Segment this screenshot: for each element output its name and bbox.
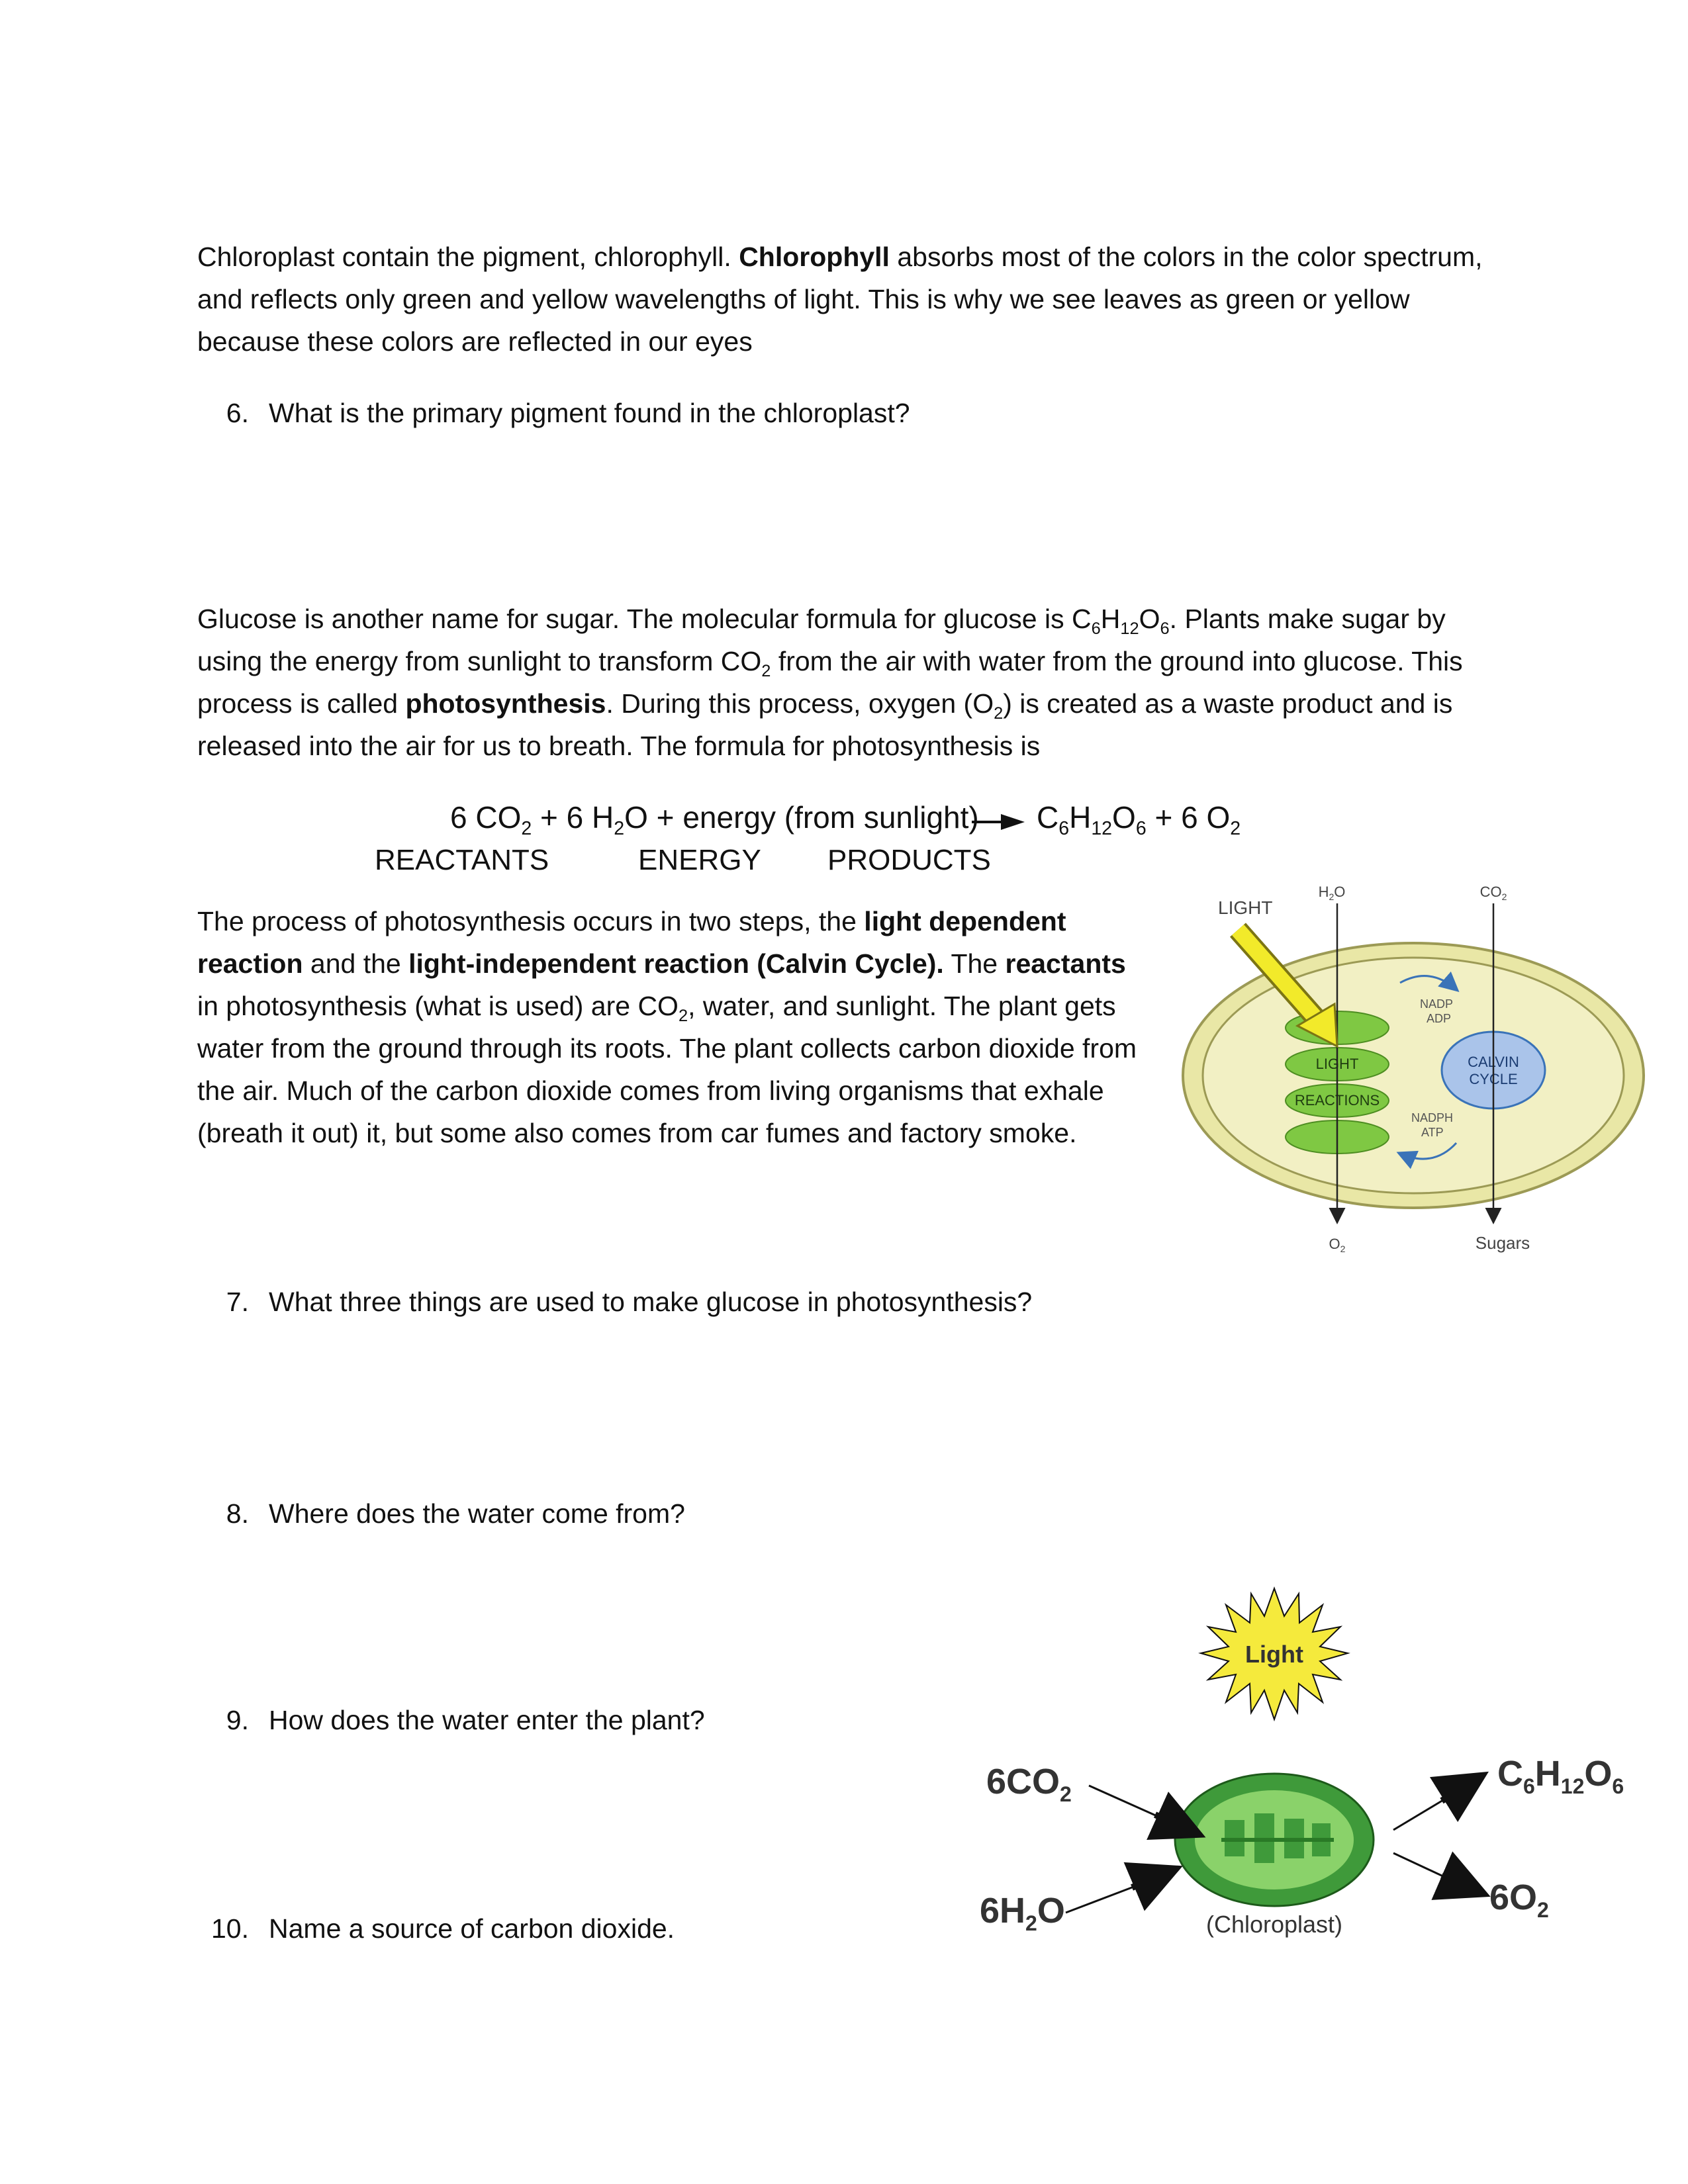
light-label: Light bbox=[1245, 1641, 1303, 1668]
question-7: 7. What three things are used to make glucose in photosynthesis? bbox=[226, 1287, 1033, 1317]
adp-label: ADP bbox=[1427, 1012, 1452, 1025]
photosynthesis-term: photosynthesis bbox=[405, 688, 606, 719]
co2-label: $CO_2$ bbox=[1479, 884, 1507, 902]
photosynthesis-diagram bbox=[1172, 877, 1648, 1274]
o2-output-label: $6O_2$ bbox=[1489, 1878, 1549, 1922]
nadph-label: NADPH bbox=[1411, 1111, 1454, 1124]
glucose-paragraph: Glucose is another name for sugar. The molecular formula for glucose is $C_6H_{12}O_6$. Plants make sugar by using the energy from sunlight to transform $CO_2$ from the air with water from the ground into glucose. This process is called photosynthesis. During this process, oxygen $(O_2)$ is created as a waste product and is released into the air for us to breath. The formula for photosynthesis is bbox=[197, 604, 1463, 761]
label-reactants: REACTANTS bbox=[375, 844, 549, 876]
o2-label: $O_2$ bbox=[1329, 1236, 1346, 1254]
chloroplast-io-diagram bbox=[960, 1575, 1655, 1946]
chloroplast-label: (Chloroplast) bbox=[1205, 1911, 1343, 1938]
glucose-output-label: $C_6H_{12}O_6$ bbox=[1497, 1754, 1624, 1798]
h2o-input-label: $6H_2O$ bbox=[980, 1891, 1065, 1935]
light-label: LIGHT bbox=[1218, 897, 1273, 918]
nadp-label: NADP bbox=[1420, 997, 1454, 1011]
light-reactions-label: LIGHT bbox=[1315, 1056, 1359, 1072]
sugars-label: Sugars bbox=[1475, 1233, 1530, 1253]
intro-paragraph: Chloroplast contain the pigment, chlorophyll. Chlorophyll absorbs most of the colors in the color spectrum, and reflects only green and yellow wavelengths of light. This is why we see leaves as green or yellow because these colors are reflected in our eyes bbox=[197, 242, 1483, 357]
label-products: PRODUCTS bbox=[827, 844, 991, 876]
light-reactions-label: REACTIONS bbox=[1294, 1092, 1380, 1109]
co2-input-label: $6CO_2$ bbox=[986, 1762, 1072, 1806]
photosynthesis-equation-left: 6 $CO_2 + 6$ $H_2O$ + energy (from sunlight) bbox=[450, 800, 979, 839]
question-6: 6. What is the primary pigment found in the chloroplast? bbox=[226, 398, 910, 428]
question-9: 9. How does the water enter the plant? bbox=[226, 1705, 705, 1735]
atp-label: ATP bbox=[1421, 1126, 1444, 1139]
chlorophyll-term: Chlorophyll bbox=[739, 242, 890, 272]
calvin-cycle-label: CALVIN bbox=[1468, 1054, 1519, 1070]
label-energy: ENERGY bbox=[638, 844, 761, 876]
question-10: 10. Name a source of carbon dioxide. bbox=[211, 1913, 675, 1944]
calvin-cycle-label: CYCLE bbox=[1469, 1071, 1518, 1087]
h2o-label: $H_2O$ bbox=[1318, 884, 1346, 902]
photosynthesis-equation-right: $C_6H_{12}O_6 + 6$ $O_2$ bbox=[1037, 800, 1241, 839]
equation-arrow-icon bbox=[972, 814, 1025, 830]
steps-paragraph: The process of photosynthesis occurs in two steps, the light dependent reaction and the light-independent reaction (Calvin Cycle). The reactants in photosynthesis (what is used) are $CO_2$, water, and sunlight. The plant gets water from the ground through its roots. The plant collects carbon dioxide from the air. Much of the carbon dioxide comes from living organisms that exhale (breath it out) it, but some also comes from car fumes and factory smoke. bbox=[197, 906, 1137, 1148]
question-8: 8. Where does the water come from? bbox=[226, 1498, 685, 1529]
